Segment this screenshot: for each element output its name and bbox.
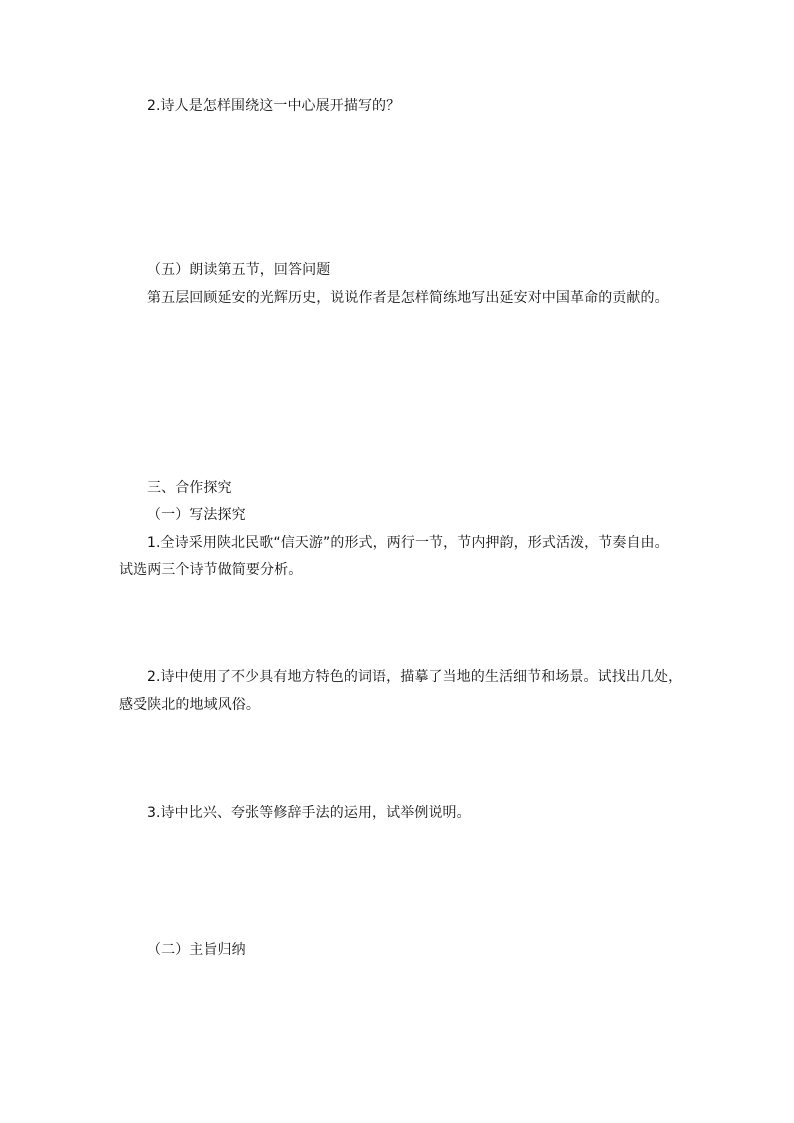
part-3-heading: 三、合作探究 <box>147 480 232 496</box>
item-2-line-1: 2.诗中使用了不少具有地方特色的词语，描摹了当地的生活细节和场景。试找出几处， <box>147 669 683 685</box>
item-1-line-1: 1.全诗采用陕北民歌“信天游”的形式，两行一节，节内押韵，形式活泼，节奏自由。 <box>147 535 669 551</box>
section-5-question: 第五层回顾延安的光辉历史，说说作者是怎样简练地写出延安对中国革命的贡献的。 <box>147 290 669 306</box>
item-3: 3.诗中比兴、夸张等修辞手法的运用，试举例说明。 <box>147 805 471 821</box>
item-2-line-2: 感受陕北的地域风俗。 <box>119 697 260 713</box>
question-2: 2.诗人是怎样围绕这一中心展开描写的？ <box>147 98 401 114</box>
section-5-heading: （五）朗读第五节，回答问题 <box>147 262 331 278</box>
item-1-line-2: 试选两三个诗节做简要分析。 <box>119 562 303 578</box>
subsection-2-heading: （二）主旨归纳 <box>147 942 246 958</box>
subsection-1-heading: （一）写法探究 <box>147 507 246 523</box>
